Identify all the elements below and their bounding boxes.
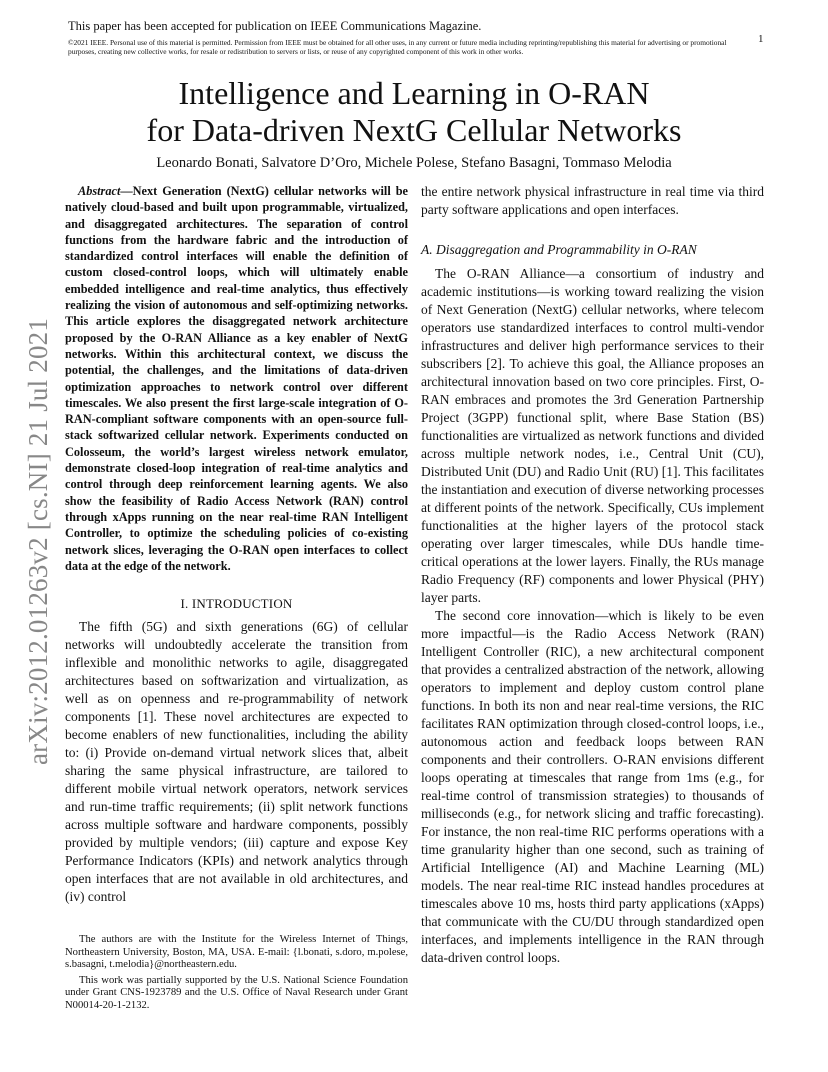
- subsection-paragraph-1: The O-RAN Alliance—a consortium of industry and academic institutions—is working toward realizing the vision of Next Generation (NextG) cellular networks, where telecom operators use standardized interfaces to control multi-vendor infrastructures and deliver high performance services to their subscribers [2]. To achieve this goal, the Alliance proposes an architectural innovation based on two core principles. First, O-RAN embraces and promotes the 3rd Generation Partnership Project (3GPP) functional split, where Base Station (BS) functionalities are virtualized as network functions and divided across multiple network nodes, i.e., Central Unit (CU), Distributed Unit (DU) and Radio Unit (RU) [1]. This facilitates the instantiation and execution of diverse networking processes at different points of the network. Specifically, CUs implement functionalities at the higher layers of the protocol stack operating over larger timescales, while DUs handle time-critical operations at the lower layers. Finally, the RUs manage Radio Frequency (RF) components and lower Physical (PHY) layer parts.: [421, 266, 764, 605]
- right-column: [421, 183, 764, 967]
- page-number: 1: [758, 33, 764, 45]
- arxiv-watermark: arXiv:2012.01263v2 [cs.NI] 21 Jul 2021: [23, 317, 53, 765]
- footnote-funding: This work was partially supported by the U.S. National Science Foundation under Grant CNS-1923789 and the U.S. Office of Naval Research under Grant N00014-20-1-2132.: [65, 974, 408, 1011]
- publication-notice: This paper has been accepted for publication on IEEE Communications Magazine.: [68, 19, 482, 33]
- footnotes: [65, 934, 408, 1013]
- footnote-affiliation: The authors are with the Institute for the Wireless Internet of Things, Northeastern University, Boston, MA, USA. E-mail: {l.bonati, s.doro, m.polese, s.basagni, t.melodia}@northeastern.edu.: [65, 934, 408, 971]
- author-list: Leonardo Bonati, Salvatore D’Oro, Michele Polese, Stefano Basagni, Tommaso Melodia: [156, 155, 672, 171]
- subsection-heading-a: A. Disaggregation and Programmability in O-RAN: [421, 242, 697, 257]
- copyright-notice: ©2021 IEEE. Personal use of this material is permitted. Permission from IEEE must be obtained for all other uses, in any current or future media including reprinting/republishing this material for advertising or promotional purposes, creating new collective works, for resale or redistribution to servers or lists, or reuse of any copyrighted component of this work in other works.: [68, 38, 727, 56]
- subsection-paragraph-2: The second core innovation—which is likely to be even more impactful—is the Radio Access Network (RAN) Intelligent Controller (RIC), a new architectural component that provides a centralized abstraction of the network, allowing operators to implement and deploy custom control plane functions. In both its non and near real-time versions, the RIC facilitates RAN optimization through closed-control loops, i.e., autonomous action and feedback loops between RAN components and their controllers. O-RAN envisions different loops operating at timescales that range from 1ms (e.g., for real-time control of transmission strategies) to thousands of milliseconds (e.g., for network slicing and traffic forecasting). For instance, the non real-time RIC performs operations with a time granularity higher than one second, such as training of Artificial Intelligence (AI) and Machine Learning (ML) models. The near real-time RIC instead handles procedures at timescales above 10 ms, hosts third party applications (xApps) that communicate with the CU/DU through standardized open interfaces, and implements intelligence in the RAN through data-driven control loops.: [421, 608, 764, 965]
- section-heading-introduction: I. INTRODUCTION: [180, 596, 293, 612]
- title-line-2: for Data-driven NextG Cellular Networks: [146, 112, 682, 148]
- abstract: [65, 183, 408, 574]
- intro-paragraph-1: The fifth (5G) and sixth generations (6G) of cellular networks will undoubtedly accelerate the transition from inflexible and monolithic networks to agile, disaggregated architectures based on softwarization and virtualization, as well as on openness and re-programmability of network components [1]. These novel architectures are expected to become enablers of new functionalities, including the ability to: (i) Provide on-demand virtual network slices that, albeit sharing the same physical infrastructure, are tailored to different mobile virtual network operators, network services and run-time traffic requirements; (ii) split network functions across multiple software and hardware components, possibly provided by multiple vendors; (iii) capture and expose Key Performance Indicators (KPIs) and network analytics through open interfaces that are not available in old architectures, and (iv) control: [65, 619, 408, 905]
- intro-continuation: the entire network physical infrastructure in real time via third party software applications and open interfaces.: [421, 184, 764, 217]
- title-line-1: Intelligence and Learning in O-RAN: [178, 75, 650, 111]
- abstract-text: —Next Generation (NextG) cellular networks will be natively cloud-based and built upon programmable, virtualized, and disaggregated architectures. The separation of control functions from the hardware fabric and the introduction of standardized control interfaces will enable the definition of custom closed-control loops, which will ultimately enable embedded intelligence and real-time analytics, thus effectively realizing the vision of autonomous and self-optimizing networks. This article explores the disaggregated network architecture proposed by the O-RAN Alliance as a key enabler of NextG networks. Within this architectural context, we discuss the potential, the challenges, and the limitations of data-driven optimization approaches to network control over different timescales. We also present the first large-scale integration of O-RAN-compliant software components with an open-source full-stack softwarized cellular network. Experiments conducted on Colosseum, the world’s largest wireless network emulator, demonstrate closed-loop integration of real-time analytics and control through deep reinforcement learning agents. We also show the feasibility of Radio Access Network (RAN) control through xApps running on the near real-time RAN Intelligent Controller, to optimize the scheduling policies of co-existing network slices, leveraging the O-RAN open interfaces to collect data at the edge of the network.: [65, 184, 408, 573]
- abstract-lead: Abstract: [78, 184, 121, 198]
- paper-title: [60, 75, 768, 149]
- left-column: [65, 183, 408, 906]
